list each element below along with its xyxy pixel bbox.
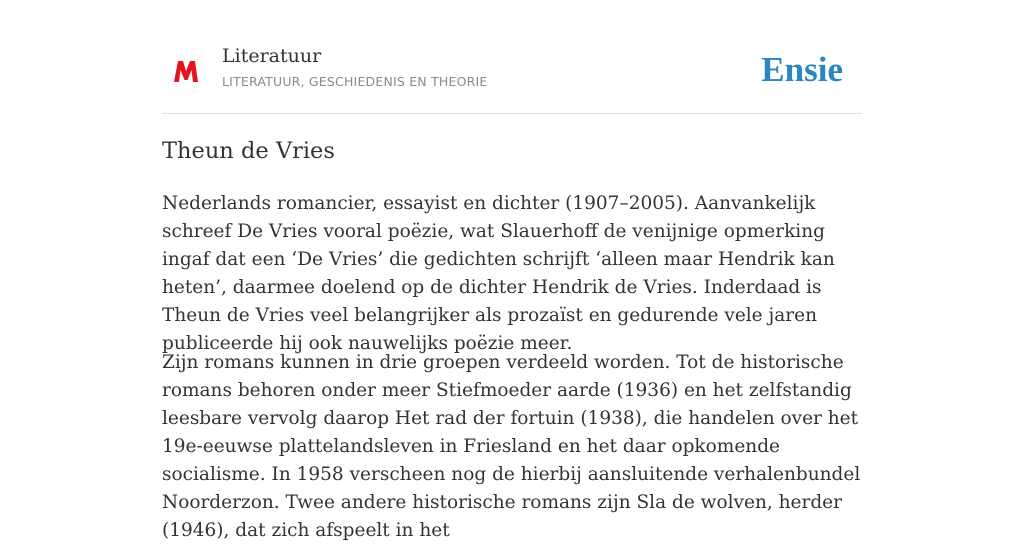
site-subtitle: LITERATUUR, GESCHIEDENIS EN THEORIE — [222, 74, 488, 89]
article-paragraph: Zijn romans kunnen in drie groepen verdeeld worden. Tot de historische romans behoren onder meer Stiefmoeder aarde (1936) en het zelfstandig leesbare vervolg daarop Het rad der fortuin (1938), die handelen over het 19e-eeuwse plattelandsleven in Friesland en het daar opkomende socialisme. In 1958 verscheen nog de hierbij aansluitende verhalenbundel Noorderzon. Twee andere historische romans zijn Sla de wolven, herder (1946), dat zich afspeelt in het — [162, 352, 861, 541]
site-header — [162, 0, 862, 114]
site-title[interactable]: Literatuur — [222, 45, 322, 67]
article-title: Theun de Vries — [162, 138, 335, 164]
article-paragraph: Nederlands romancier, essayist en dichter (1907–2005). Aanvankelijk schreef De Vries vooral poëzie, wat Slauerhoff de venijnige opmerking ingaf dat een ‘De Vries’ die gedichten schrijft ‘alleen maar Hendrik kan heten’, daarmee doelend op de dichter Hendrik de Vries. Inderdaad is Theun de Vries veel belangrijker als prozaïst en gedurende vele jaren publiceerde hij ook nauwelijks poëzie meer. — [162, 193, 835, 354]
ensie-brand-link[interactable]: Ensie — [761, 50, 843, 89]
m-logo-icon[interactable] — [172, 57, 200, 85]
